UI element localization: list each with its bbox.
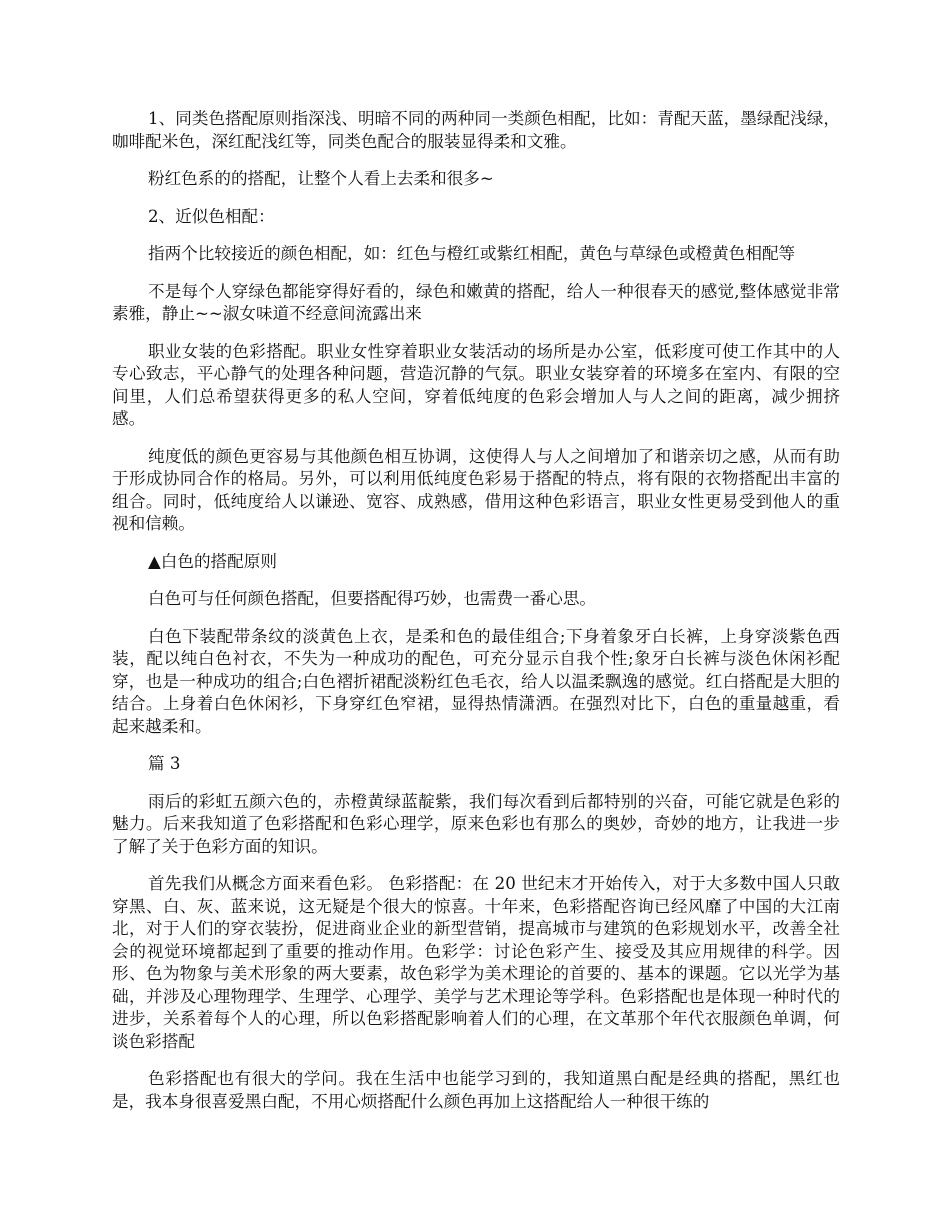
paragraph-same-color: 1、同类色搭配原则指深浅、明暗不同的两种同一类颜色相配，比如：青配天蓝，墨绿配浅绿，咖啡配米色，深红配浅红等，同类色配合的服装显得柔和文雅。 [112,109,840,151]
paragraph-section-3: 篇 3 [148,754,181,773]
paragraph-similar-color: 指两个比较接近的颜色相配，如：红色与橙红或紫红相配，黄色与草绿色或橙黄色相配等 [148,244,796,263]
paragraph-green: 不是每个人穿绿色都能穿得好看的，绿色和嫩黄的搭配，给人一种很春天的感觉,整体感觉非常素雅，静止~~淑女味道不经意间流露出来 [112,281,840,323]
paragraph-career-wear: 职业女装的色彩搭配。职业女性穿着职业女装活动的场所是办公室，低彩度可使工作其中的人专心致志，平心静气的处理各种问题，营造沉静的气氛。职业女装穿着的环境多在室内、有限的空间里，人们总希望获得更多的私人空间，穿着低纯度的色彩会增加人与人之间的距离，减少拥挤感。 [112,341,840,428]
paragraph-heading-similar-color: 2、近似色相配： [148,206,275,226]
paragraph-white-combos: 白色下装配带条纹的淡黄色上衣，是柔和色的最佳组合;下身着象牙白长裤，上身穿淡紫色西装，配以纯白色衬衣，不失为一种成功的配色，可充分显示自我个性;象牙白长裤与淡色休闲衫配穿，也是一种成功的组合;白色褶折裙配淡粉红色毛衣，给人以温柔飘逸的感觉。红白搭配是大胆的结合。上身着白色休闲衫，下身穿红色窄裙，显得热情潇洒。在强烈对比下，白色的重量越重，看起来越柔和。 [112,626,840,736]
paragraph-low-purity: 纯度低的颜色更容易与其他颜色相互协调，这使得人与人之间增加了和谐亲切之感，从而有助于形成协同合作的格局。另外，可以利用低纯度色彩易于搭配的特点，将有限的衣物搭配出丰富的组合。同时，低纯度给人以谦逊、宽容、成熟感，借用这种色彩语言，职业女性更易受到他人的重视和信赖。 [112,446,840,533]
paragraph-white-intro: 白色可与任何颜色搭配，但要搭配得巧妙，也需费一番心思。 [148,589,597,608]
paragraph-knowledge: 色彩搭配也有很大的学问。我在生活中也能学习到的，我知道黑白配是经典的搭配，黑红也是，我本身很喜爱黑白配，不用心烦搭配什么颜色再加上这搭配给人一种很干练的 [112,1069,840,1111]
paragraph-pink: 粉红色系的的搭配，让整个人看上去柔和很多~ [148,169,494,188]
paragraph-rainbow: 雨后的彩虹五颜六色的，赤橙黄绿蓝靛紫，我们每次看到后都特别的兴奋，可能它就是色彩的魅力。后来我知道了色彩搭配和色彩心理学，原来色彩也有那么的奥妙，奇妙的地方，让我进一步了解了关于色彩方面的知识。 [112,791,840,856]
paragraph-concepts: 首先我们从概念方面来看色彩。 色彩搭配：在 20 世纪末才开始传入，对于大多数中国人只敢穿黑、白、灰、蓝来说，这无疑是个很大的惊喜。十年来，色彩搭配咨询已经风靡了中国的大江南北，对于人们的穿衣装扮，促进商业企业的新型营销，提高城市与建筑的色彩规划水平，改善全社会的视觉环境都起到了重要的推动作用。色彩学：讨论色彩产生、接受及其应用规律的科学。因形、色为物象与美术形象的两大要素，故色彩学为美术理论的首要的、基本的课题。它以光学为基础，并涉及心理物理学、生理学、心理学、美学与艺术理论等学科。色彩搭配也是体现一种时代的进步，关系着每个人的心理，所以色彩搭配影响着人们的心理，在文革那个年代衣服颜色单调，何谈色彩搭配 [112,874,840,1051]
paragraph-heading-white: ▲白色的搭配原则 [148,551,277,571]
document-body [112,108,840,1128]
